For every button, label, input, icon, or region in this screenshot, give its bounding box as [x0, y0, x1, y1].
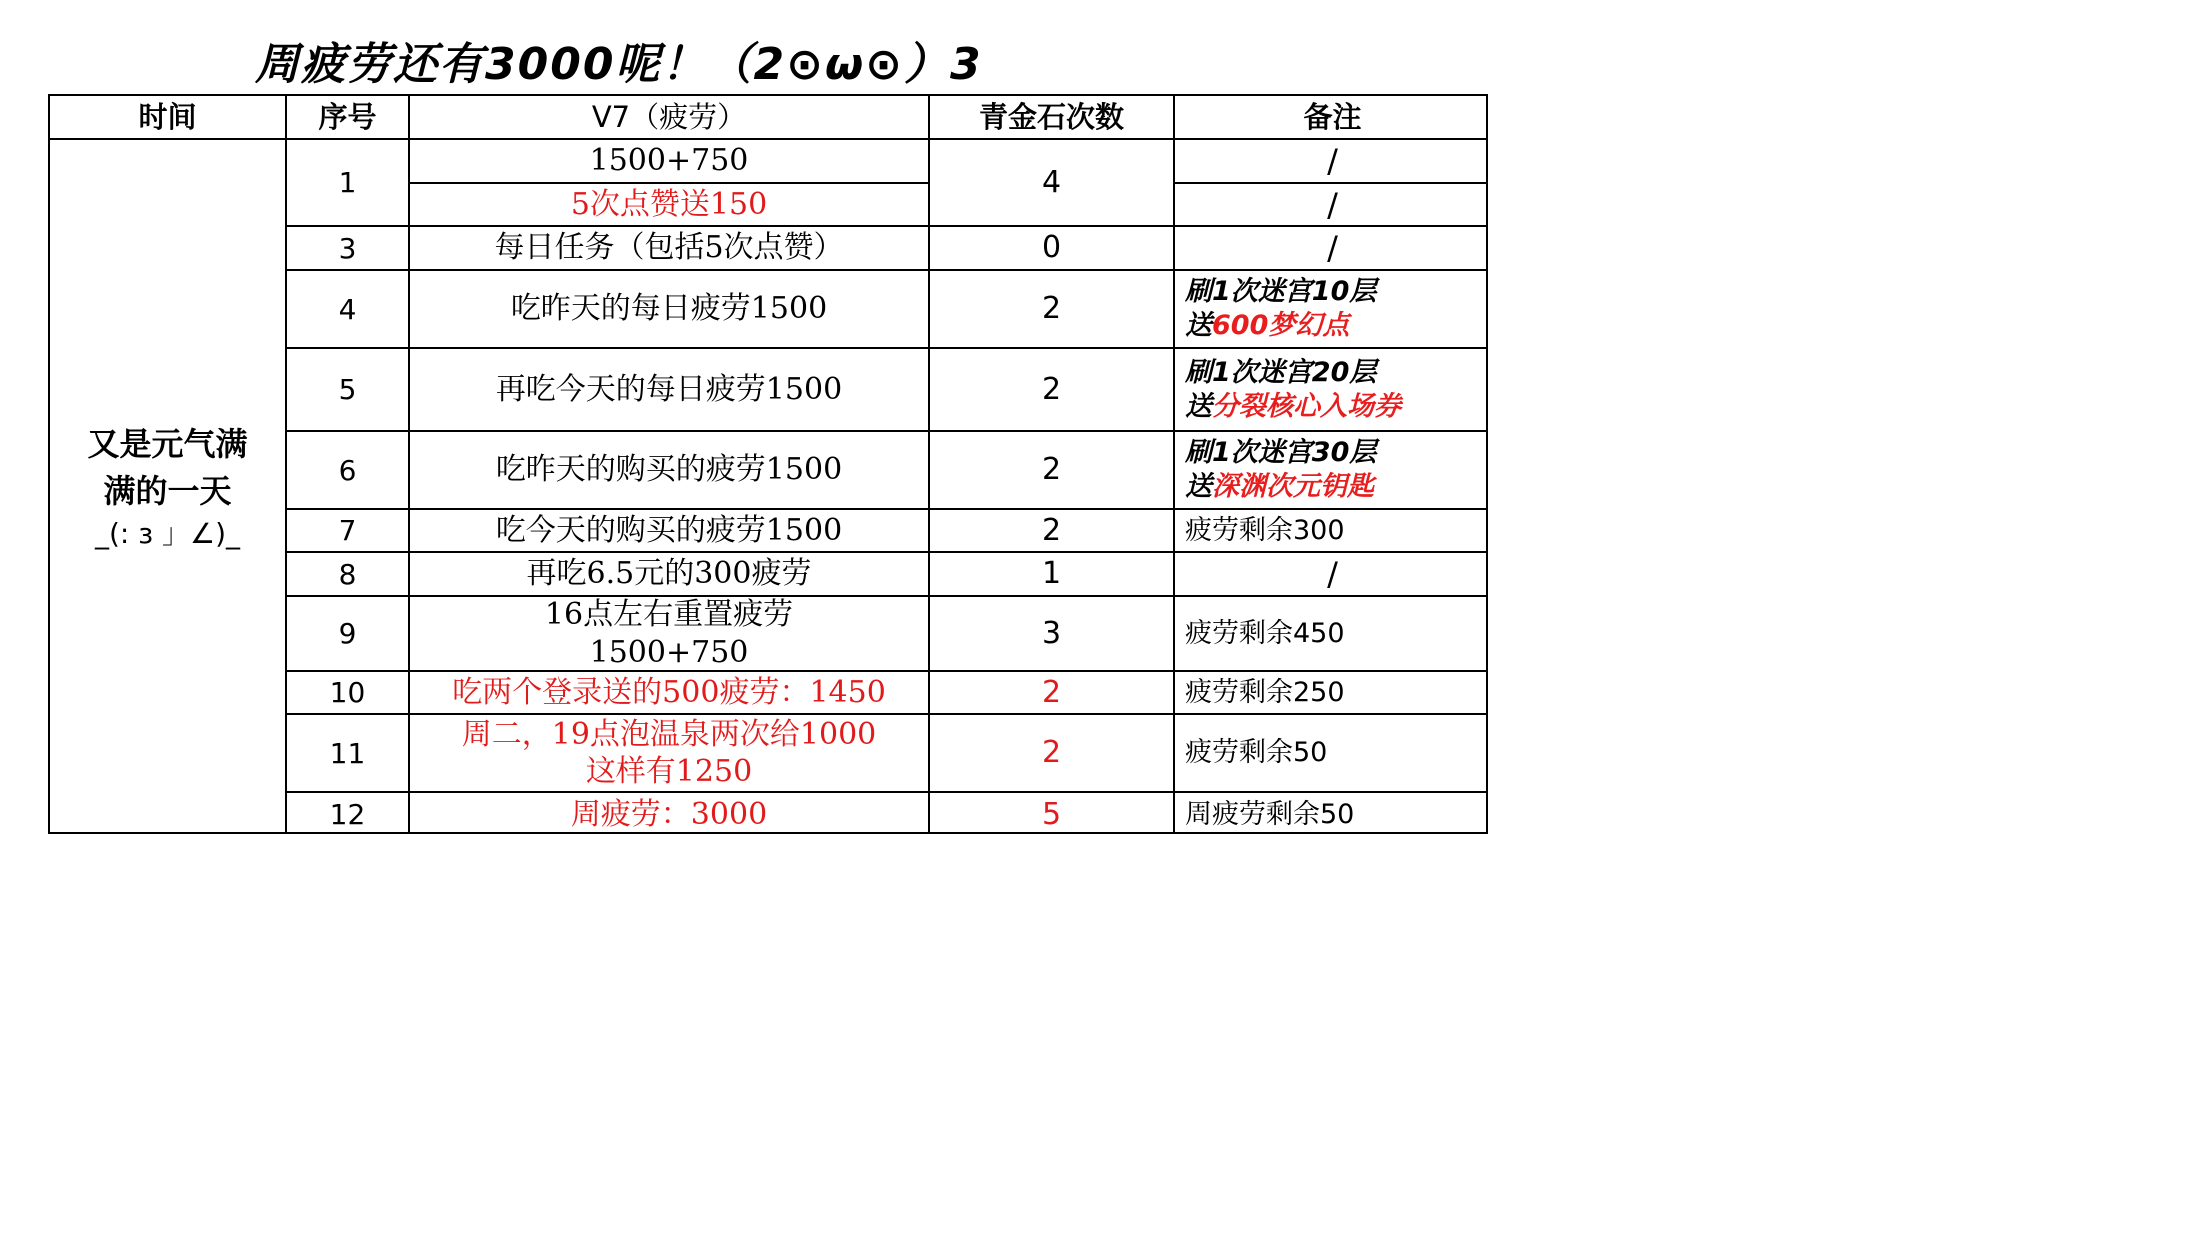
- row5-seq: 5: [287, 349, 410, 432]
- row12-note: 周疲劳剩余50: [1185, 798, 1355, 830]
- row11-note: 疲劳剩余50: [1175, 715, 1488, 793]
- row11-v7-line2: 这样有1250: [585, 754, 753, 789]
- row5-note-prefix: 送: [1185, 390, 1212, 422]
- row1-seq: 1: [287, 140, 410, 227]
- row6-note-reward: 深渊次元钥匙: [1212, 471, 1374, 502]
- row7-v7: 吃今天的购买的疲劳1500: [410, 510, 930, 553]
- row6-note-prefix: 送: [1185, 471, 1212, 502]
- fatigue-table: [48, 94, 1488, 834]
- row1-note-a: /: [1175, 140, 1488, 184]
- row10-note: 疲劳剩余250: [1175, 672, 1488, 715]
- row6-note-line2: [1185, 470, 1374, 504]
- row8-seq: 8: [287, 553, 410, 597]
- row11-count: 2: [930, 715, 1175, 793]
- row12-count: 5: [930, 793, 1175, 834]
- row9-count: 3: [930, 597, 1175, 672]
- row9-v7-line2: 1500+750: [589, 634, 749, 670]
- row5-note-line1: 刷1次迷宫20层: [1185, 356, 1377, 388]
- row7-note: 疲劳剩余300: [1175, 510, 1488, 553]
- header-count: 青金石次数: [930, 96, 1175, 140]
- row6-v7: 吃昨天的购买的疲劳1500: [410, 432, 930, 510]
- row9-note: 疲劳剩余450: [1175, 597, 1488, 672]
- row3-count: 0: [930, 227, 1175, 271]
- header-v7: V7（疲劳）: [410, 96, 930, 140]
- row1-note-b: /: [1175, 184, 1488, 227]
- header-seq: 序号: [287, 96, 410, 140]
- row4-note-prefix: 送: [1185, 310, 1212, 341]
- row6-note: [1175, 432, 1488, 510]
- row5-count: 2: [930, 349, 1175, 432]
- row4-note: [1175, 271, 1488, 349]
- header-time: 时间: [50, 96, 287, 140]
- row6-count: 2: [930, 432, 1175, 510]
- row11-v7-line1: 周二，19点泡温泉两次给1000: [461, 716, 877, 752]
- row6-seq: 6: [287, 432, 410, 510]
- time-line-1: 又是元气满: [87, 425, 248, 464]
- row5-note-line2: [1185, 390, 1401, 424]
- row5-note-reward: 分裂核心入场券: [1212, 390, 1401, 422]
- row4-v7: 吃昨天的每日疲劳1500: [410, 271, 930, 349]
- row7-seq: 7: [287, 510, 410, 553]
- row12-seq: 12: [287, 793, 410, 834]
- row10-seq: 10: [287, 672, 410, 715]
- time-line-2: 满的一天: [103, 471, 232, 510]
- row11-seq: 11: [287, 715, 410, 793]
- row1-v7-b: 5次点赞送150: [410, 184, 930, 227]
- row8-v7: 再吃6.5元的300疲劳: [410, 553, 930, 597]
- row8-count: 1: [930, 553, 1175, 597]
- row12-v7: 周疲劳：3000: [410, 793, 930, 834]
- row9-v7-line1: 16点左右重置疲劳: [544, 597, 794, 632]
- row4-count: 2: [930, 271, 1175, 349]
- row10-count: 2: [930, 672, 1175, 715]
- row5-note: [1175, 349, 1488, 432]
- row4-note-reward: 600梦幻点: [1212, 310, 1350, 341]
- row6-note-line1: 刷1次迷宫30层: [1185, 437, 1377, 469]
- row4-seq: 4: [287, 271, 410, 349]
- row4-note-line2: [1185, 309, 1349, 343]
- row4-note-line1: 刷1次迷宫10层: [1185, 276, 1377, 308]
- row1-v7-a: 1500+750: [410, 140, 930, 184]
- page-title: 周疲劳还有3000呢！（2⊙ω⊙）3: [255, 39, 983, 90]
- row9-seq: 9: [287, 597, 410, 672]
- row10-v7: 吃两个登录送的500疲劳：1450: [410, 672, 930, 715]
- time-face: _(: з 」∠)_: [94, 517, 241, 551]
- row3-v7: 每日任务（包括5次点赞）: [410, 227, 930, 271]
- header-note: 备注: [1175, 96, 1488, 140]
- row3-note: /: [1175, 227, 1488, 271]
- time-cell: [50, 140, 287, 834]
- row1-count: 4: [930, 140, 1175, 227]
- row11-v7: [410, 715, 930, 793]
- row3-seq: 3: [287, 227, 410, 271]
- row5-v7: 再吃今天的每日疲劳1500: [410, 349, 930, 432]
- row7-count: 2: [930, 510, 1175, 553]
- row8-note: /: [1175, 553, 1488, 597]
- row9-v7: [410, 597, 930, 672]
